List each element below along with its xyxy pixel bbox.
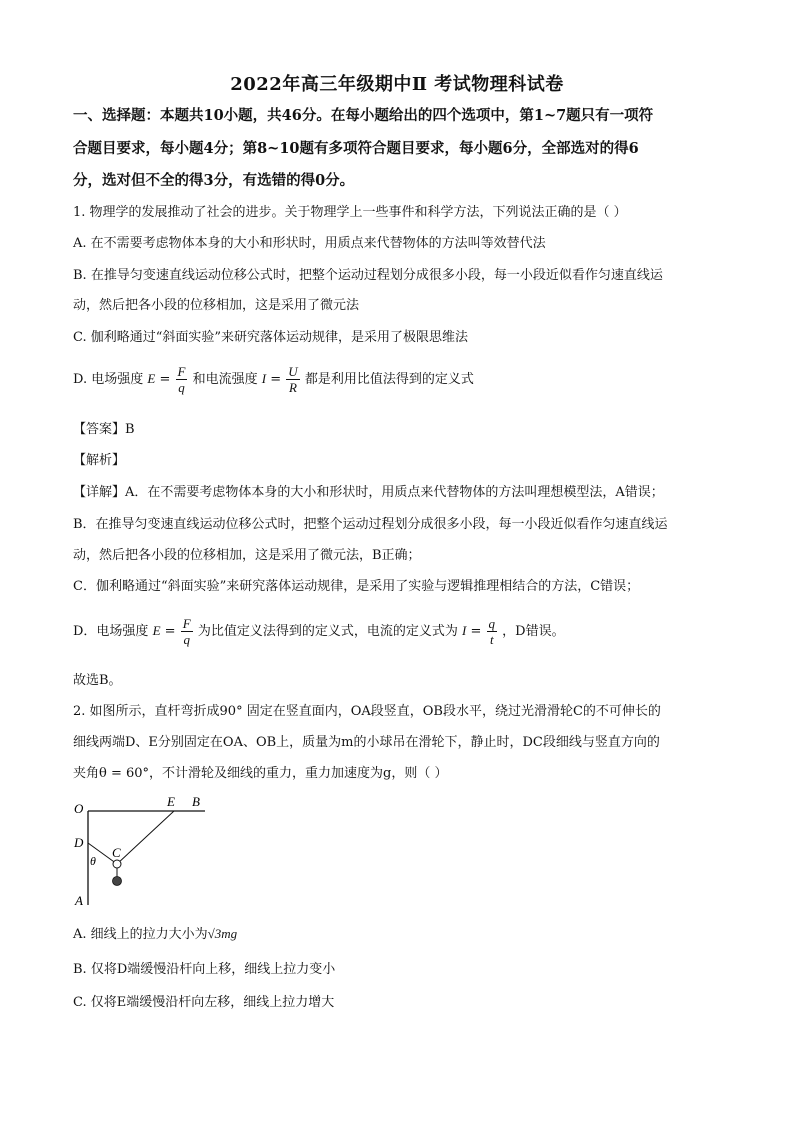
q1-detail-line-5: [73, 614, 724, 649]
formula-equals: =: [470, 624, 482, 639]
formula-symbol: E: [147, 371, 156, 386]
fraction-denominator: q: [183, 632, 190, 647]
detail5-mid: 为比值定义法得到的定义式，电流的定义式为: [197, 624, 458, 639]
answer-tag: 【答案】: [73, 422, 126, 437]
q1-detail-line-3: 动，然后把各小段的位移相加，这是采用了微元法，B正确；: [73, 548, 421, 563]
formula-equals: =: [159, 372, 171, 387]
fraction-numerator: F: [177, 364, 186, 379]
q1-stem: 1. 物理学的发展推动了社会的进步。关于物理学上一些事件和科学方法，下列说法正确的是（ ）: [73, 205, 627, 220]
fraction-f-over-q: [176, 364, 188, 395]
q2-option-a-value: √3mg: [207, 926, 238, 941]
answer-value: B: [125, 422, 135, 437]
formula-equals: =: [270, 372, 282, 387]
label-d: D: [74, 835, 84, 850]
q2-stem-line-1: 2. 如图所示，直杆弯折成90° 固定在竖直面内，OA段竖直，OB段水平，绕过光滑滑轮C的不可伸长的: [73, 704, 661, 719]
label-c: C: [112, 845, 121, 860]
q1-option-d-suffix: 都是利用比值法得到的定义式: [304, 372, 474, 387]
q1-option-b-line-2: 动，然后把各小段的位移相加，这是采用了微元法: [73, 298, 360, 313]
fraction-numerator: U: [288, 364, 298, 379]
formula-equals: =: [164, 624, 176, 639]
section-instruction-line-2: 合题目要求，每小题4分；第8~10题有多项符合题目要求，每小题6分，全部选对的得6: [73, 140, 639, 157]
fraction-q-over-t: [487, 616, 498, 647]
q2-option-a: [73, 925, 724, 944]
q2-option-a-prefix: A. 细线上的拉力大小为: [73, 927, 208, 942]
section-instruction-line-3: 分，选对但不全的得3分，有选错的得0分。: [73, 172, 355, 189]
formula-symbol: I: [461, 623, 467, 638]
pulley-diagram: [70, 793, 215, 908]
q1-option-d: [73, 362, 724, 397]
detail5-prefix: D．电场强度: [73, 624, 149, 639]
fraction-denominator: R: [289, 380, 297, 395]
formula-symbol: E: [152, 623, 161, 638]
label-o: O: [74, 801, 84, 816]
q1-detail-line-1: 【详解】A．在不需要考虑物体本身的大小和形状时，用质点来代替物体的方法叫理想模型法，A错误；: [73, 485, 664, 500]
formula-symbol: I: [261, 371, 267, 386]
label-theta: θ: [90, 854, 96, 868]
q1-conclusion: 故选B。: [73, 673, 122, 688]
q2-option-c: C. 仅将E端缓慢沿杆向左移，细线上拉力增大: [73, 995, 335, 1010]
label-b: B: [192, 794, 200, 809]
section-instruction-line-1: 一、选择题：本题共10小题，共46分。在每小题给出的四个选项中，第1~7题只有一项符: [73, 107, 654, 124]
fraction-f-over-q: [181, 616, 193, 647]
q2-option-b: B. 仅将D端缓慢沿杆向上移，细线上拉力变小: [73, 962, 336, 977]
q1-option-c: C. 伽利略通过“斜面实验”来研究落体运动规律，是采用了极限思维法: [73, 330, 469, 345]
fraction-denominator: t: [489, 632, 494, 647]
q2-stem-line-2: 细线两端D、E分别固定在OA、OB上，质量为m的小球吊在滑轮下，静止时，DC段细线与竖直方向的: [73, 735, 660, 750]
pulley-c: [113, 860, 121, 868]
q1-analysis-tag: 【解析】: [73, 453, 126, 468]
fraction-numerator: q: [488, 616, 495, 631]
label-a: A: [75, 893, 83, 908]
fraction-denominator: q: [178, 380, 185, 395]
q1-answer: [73, 421, 724, 439]
fraction-numerator: F: [182, 616, 191, 631]
q1-detail-line-4: C．伽利略通过“斜面实验”来研究落体运动规律，是采用了实验与逻辑推理相结合的方法，C错误；: [73, 579, 640, 594]
detail5-suffix: ，D错误。: [502, 624, 565, 639]
label-e: E: [167, 794, 175, 809]
fraction-u-over-r: [286, 364, 299, 395]
page-title: 2022年高三年级期中Ⅱ 考试物理科试卷: [230, 74, 564, 95]
q2-stem-line-3: 夹角θ = 60°，不计滑轮及细线的重力，重力加速度为g，则（ ）: [73, 766, 448, 781]
q1-option-d-mid: 和电流强度: [192, 372, 258, 387]
ball: [113, 877, 122, 886]
q1-option-b-line-1: B. 在推导匀变速直线运动位移公式时，把整个运动过程划分成很多小段，每一小段近似看作匀速直线运: [73, 268, 663, 283]
q1-option-a: A. 在不需要考虑物体本身的大小和形状时，用质点来代替物体的方法叫等效替代法: [73, 236, 546, 251]
q1-option-d-prefix: D. 电场强度: [73, 372, 144, 387]
thread-ce: [117, 811, 174, 864]
q1-detail-line-2: B．在推导匀变速直线运动位移公式时，把整个运动过程划分成很多小段，每一小段近似看作匀速直线运: [73, 517, 668, 532]
